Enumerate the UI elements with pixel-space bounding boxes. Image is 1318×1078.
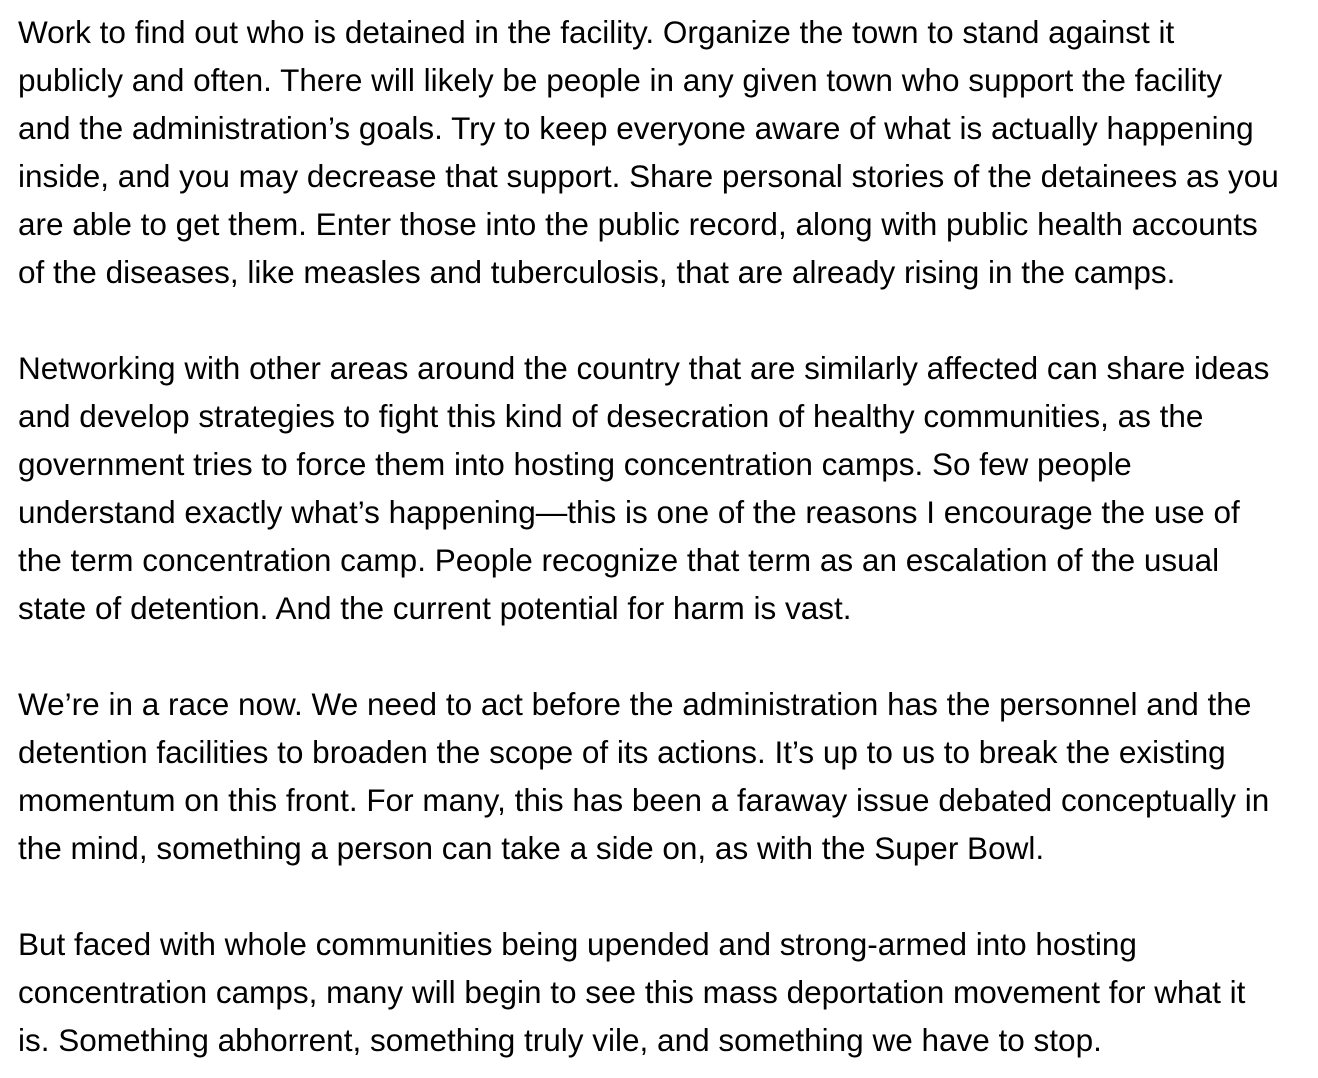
paragraph-line: government tries to force them into hosting concentration camps. So few people bbox=[18, 446, 1132, 482]
paragraph-1 bbox=[18, 8, 1314, 296]
paragraph-line: the mind, something a person can take a side on, as with the Super Bowl. bbox=[18, 830, 1045, 866]
paragraph-line: the term concentration camp. People recognize that term as an escalation of the usual bbox=[18, 542, 1220, 578]
paragraph-4 bbox=[18, 920, 1314, 1064]
paragraph-2 bbox=[18, 344, 1314, 632]
paragraph-line: of the diseases, like measles and tuberculosis, that are already rising in the camps. bbox=[18, 254, 1176, 290]
paragraph-line: state of detention. And the current potential for harm is vast. bbox=[18, 590, 852, 626]
paragraph-line: We’re in a race now. We need to act before the administration has the personnel and the bbox=[18, 686, 1252, 722]
article-body bbox=[18, 8, 1314, 1064]
paragraph-line: understand exactly what’s happening—this is one of the reasons I encourage the use of bbox=[18, 494, 1240, 530]
paragraph-3 bbox=[18, 680, 1314, 872]
paragraph-line: are able to get them. Enter those into the public record, along with public health accounts bbox=[18, 206, 1258, 242]
paragraph-line: detention facilities to broaden the scope of its actions. It’s up to us to break the existing bbox=[18, 734, 1226, 770]
paragraph-line: inside, and you may decrease that support. Share personal stories of the detainees as you bbox=[18, 158, 1279, 194]
paragraph-line: and develop strategies to fight this kind of desecration of healthy communities, as the bbox=[18, 398, 1204, 434]
paragraph-line: Networking with other areas around the country that are similarly affected can share ideas bbox=[18, 350, 1270, 386]
paragraph-line: publicly and often. There will likely be people in any given town who support the facility bbox=[18, 62, 1223, 98]
paragraph-line: concentration camps, many will begin to see this mass deportation movement for what it bbox=[18, 974, 1246, 1010]
paragraph-line: momentum on this front. For many, this has been a faraway issue debated conceptually in bbox=[18, 782, 1270, 818]
paragraph-line: is. Something abhorrent, something truly vile, and something we have to stop. bbox=[18, 1022, 1102, 1058]
paragraph-line: But faced with whole communities being upended and strong-armed into hosting bbox=[18, 926, 1137, 962]
paragraph-line: Work to find out who is detained in the facility. Organize the town to stand against it bbox=[18, 14, 1175, 50]
paragraph-line: and the administration’s goals. Try to keep everyone aware of what is actually happening bbox=[18, 110, 1254, 146]
